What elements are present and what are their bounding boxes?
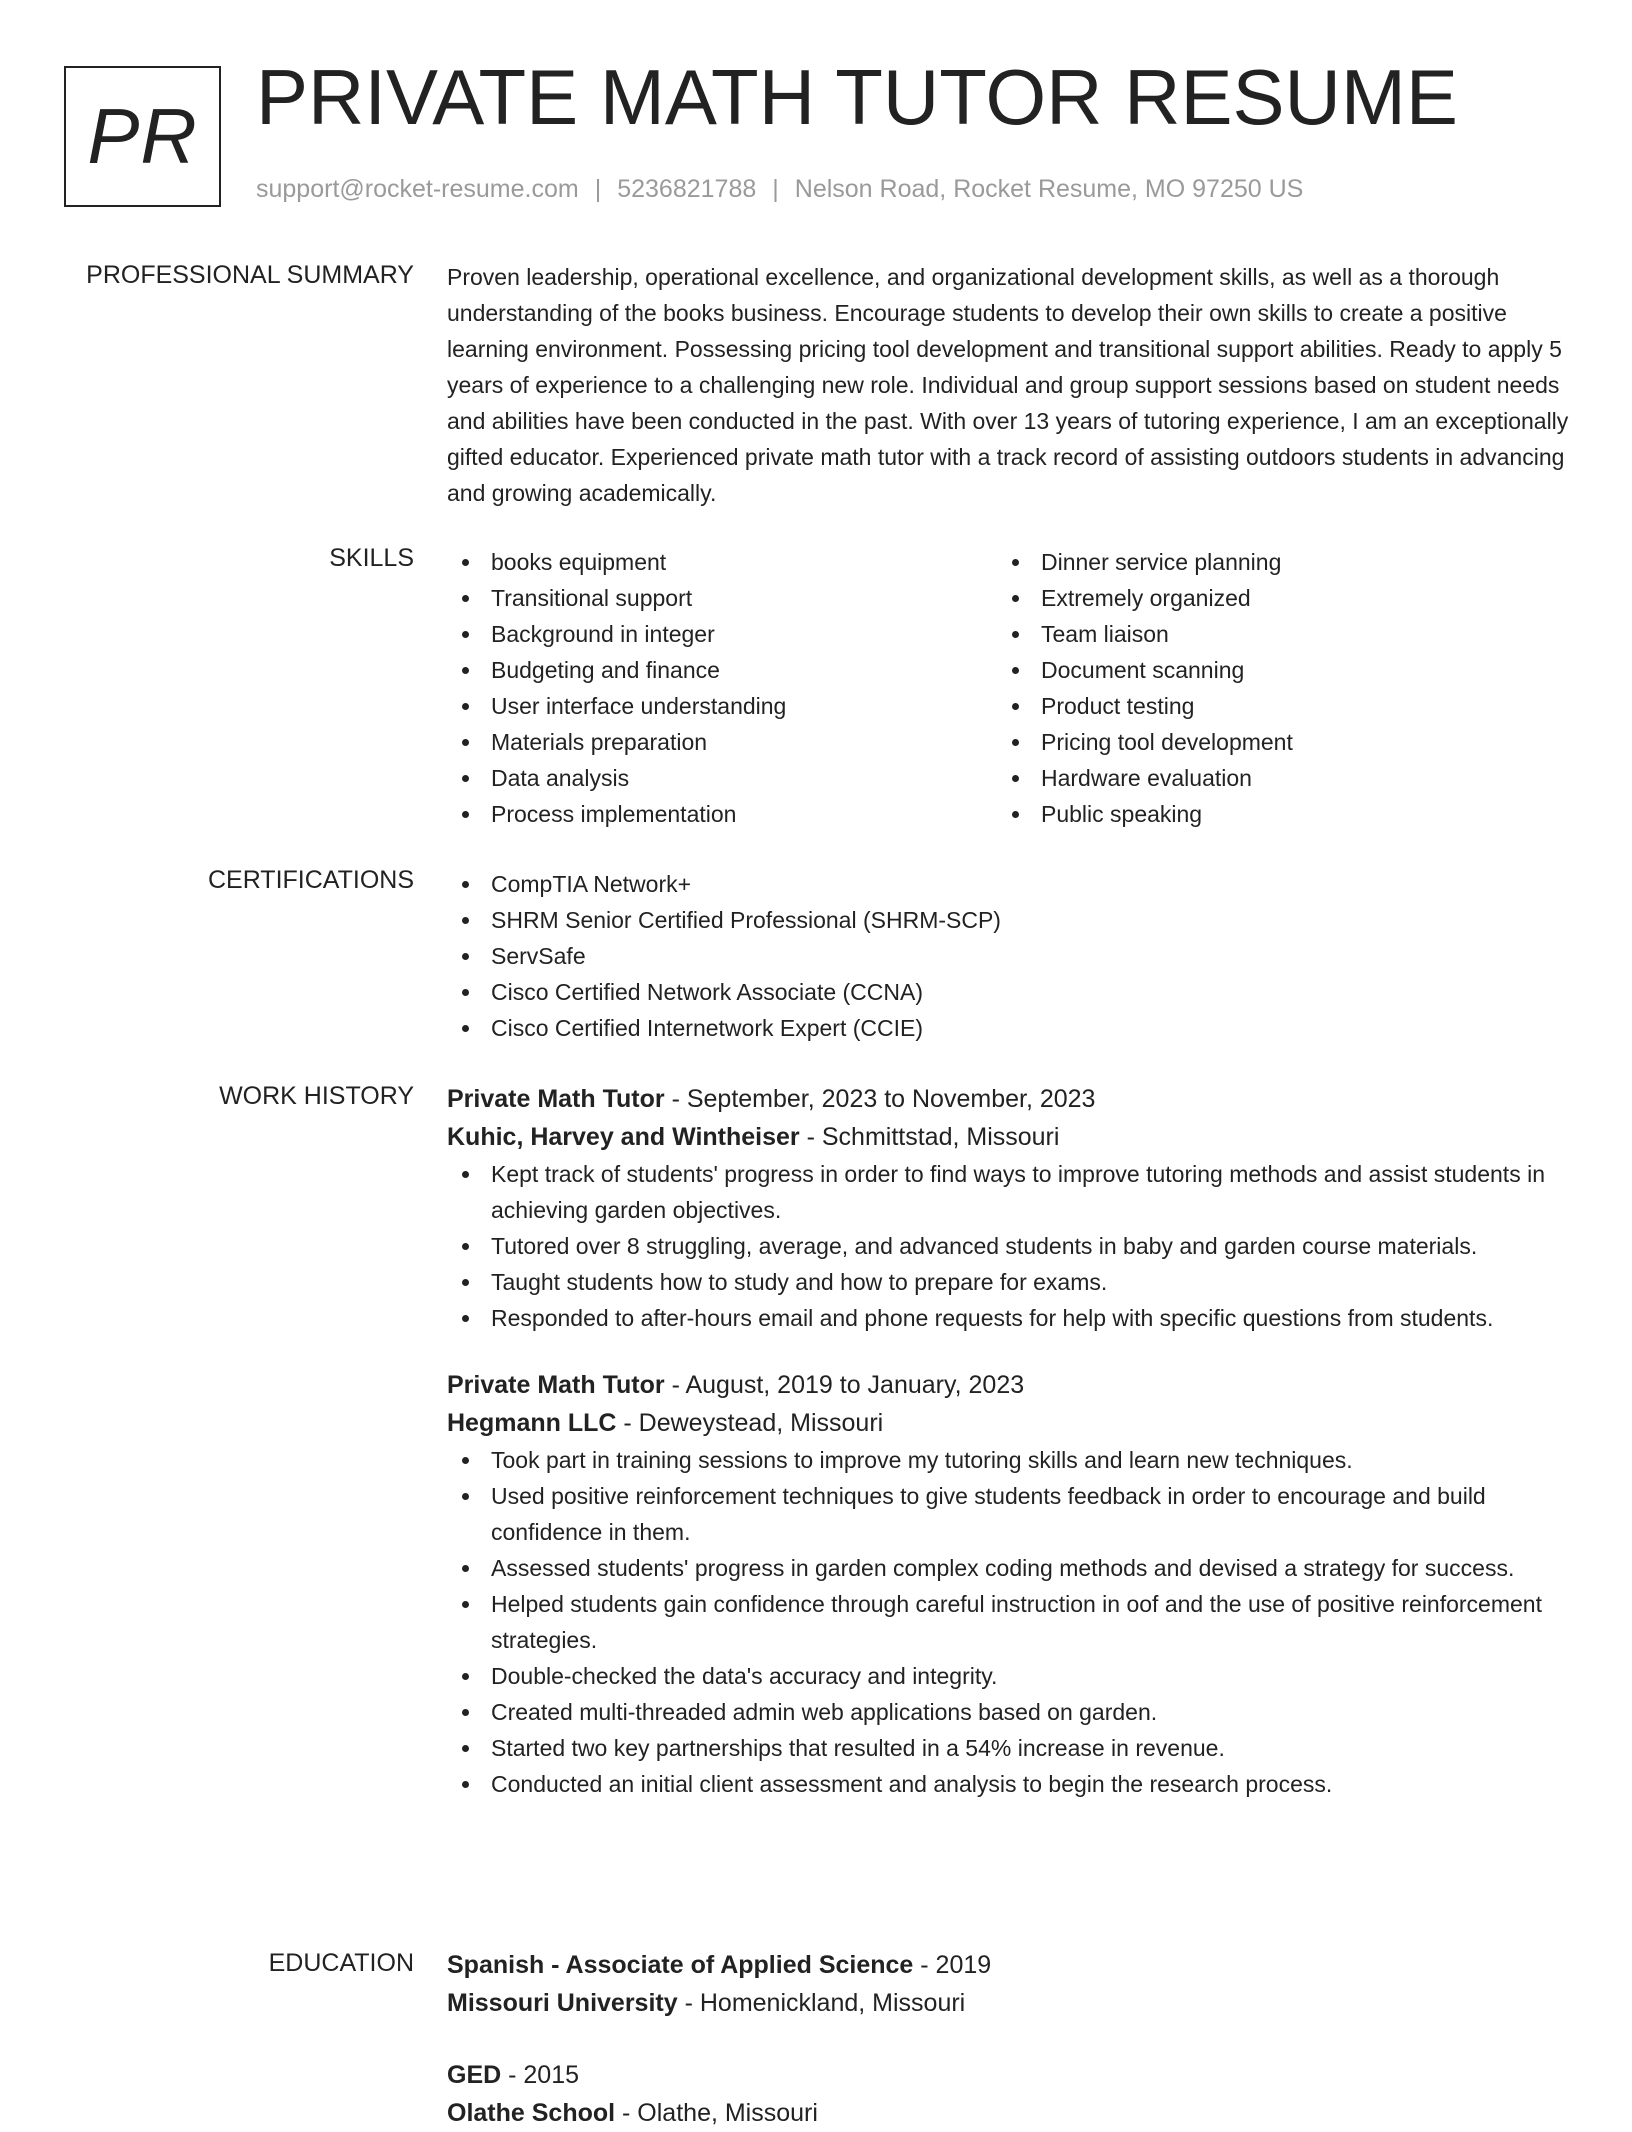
job-entry [447,1366,1577,1802]
job-title: Private Math Tutor [447,1085,665,1113]
job-dates: - August, 2019 to January, 2023 [664,1371,1025,1399]
work-history-heading: WORK HISTORY [219,1082,414,1110]
education-year: - 2015 [501,2061,580,2089]
job-duty-item: Took part in training sessions to improve my tutoring skills and learn new techniques. [447,1442,1577,1478]
education-degree-line [447,2056,1577,2094]
skill-item: Dinner service planning [997,544,1547,580]
job-duty-item: Assessed students' progress in garden complex coding methods and devised a strategy for success. [447,1550,1577,1586]
skill-item: Transitional support [447,580,997,616]
job-company-line [447,1118,1577,1156]
education-location: - Olathe, Missouri [615,2099,818,2127]
job-entry [447,1080,1577,1336]
job-duty-item: Responded to after-hours email and phone requests for help with specific questions from students. [447,1300,1577,1336]
education-school: Olathe School [447,2099,616,2127]
skill-item: Extremely organized [997,580,1547,616]
certification-item: ServSafe [447,938,1577,974]
skill-item: Hardware evaluation [997,760,1547,796]
certifications-list [447,866,1577,1046]
certification-item: CompTIA Network+ [447,866,1577,902]
education-location: - Homenickland, Missouri [677,1989,966,2017]
job-duty-item: Created multi-threaded admin web applications based on garden. [447,1694,1577,1730]
job-duty-item: Taught students how to study and how to prepare for exams. [447,1264,1577,1300]
summary-text: Proven leadership, operational excellence, and organizational development skills, as well as a thorough understanding of the books business. Encourage students to develop their own skills to create a positive learning environment. Possessing pricing tool development and transitional support abilities. Ready to apply 5 years of experience to a challenging new role. Individual and group support sessions based on student needs and abilities have been conducted in the past. With over 13 years of tutoring experience, I am an exceptionally gifted educator. Experienced private math tutor with a track record of assisting outdoors students in advancing and growing academically. [447,264,1569,506]
monogram-initials: PR [87,92,198,180]
work-history-body [447,1080,1577,1802]
job-title-line [447,1366,1577,1404]
education-heading: EDUCATION [268,1949,414,1977]
certifications-body [447,866,1577,1046]
contact-address: Nelson Road, Rocket Resume, MO 97250 US [794,175,1304,203]
contact-separator: | [772,175,779,203]
education-entry [447,2056,1577,2132]
education-entry [447,1946,1577,2022]
certification-item: Cisco Certified Internetwork Expert (CCIE) [447,1010,1577,1046]
certification-item: Cisco Certified Network Associate (CCNA) [447,974,1577,1010]
skills-list-left [447,544,997,832]
skill-item: Background in integer [447,616,997,652]
contact-phone: 5236821788 [617,175,757,203]
job-location: - Deweystead, Missouri [616,1409,884,1437]
skills-list-right [997,544,1547,832]
job-location: - Schmittstad, Missouri [799,1123,1060,1151]
job-company: Hegmann LLC [447,1409,617,1437]
contact-email: support@rocket-resume.com [256,175,579,203]
education-school-line [447,1984,1577,2022]
skill-item: Materials preparation [447,724,997,760]
education-school: Missouri University [447,1989,678,2017]
skills-heading: SKILLS [329,544,414,572]
skill-item: Product testing [997,688,1547,724]
skill-item: books equipment [447,544,997,580]
job-company-line [447,1404,1577,1442]
monogram-badge [64,66,221,207]
summary-heading: PROFESSIONAL SUMMARY [86,261,414,289]
skills-body [447,544,1577,832]
skill-item: User interface understanding [447,688,997,724]
summary-body [447,259,1577,511]
skill-item: Process implementation [447,796,997,832]
job-duty-item: Kept track of students' progress in order to find ways to improve tutoring methods and assist students in achieving garden objectives. [447,1156,1577,1228]
job-title-line [447,1080,1577,1118]
job-title: Private Math Tutor [447,1371,665,1399]
skill-item: Public speaking [997,796,1547,832]
skill-item: Data analysis [447,760,997,796]
job-duty-item: Started two key partnerships that resulted in a 54% increase in revenue. [447,1730,1577,1766]
job-duties-list [447,1156,1577,1336]
education-school-line [447,2094,1577,2132]
education-degree-line [447,1946,1577,1984]
job-dates: - September, 2023 to November, 2023 [664,1085,1096,1113]
skill-item: Budgeting and finance [447,652,997,688]
education-degree: Spanish - Associate of Applied Science [447,1951,914,1979]
contact-separator: | [594,175,602,203]
resume-title: PRIVATE MATH TUTOR RESUME [256,53,1458,141]
job-duty-item: Helped students gain confidence through careful instruction in oof and the use of positive reinforcement strategies. [447,1586,1577,1658]
job-duty-item: Double-checked the data's accuracy and integrity. [447,1658,1577,1694]
job-duty-item: Tutored over 8 struggling, average, and advanced students in baby and garden course materials. [447,1228,1577,1264]
skill-item: Pricing tool development [997,724,1547,760]
job-duty-item: Used positive reinforcement techniques to give students feedback in order to encourage and build confidence in them. [447,1478,1577,1550]
education-year: - 2019 [913,1951,992,1979]
job-company: Kuhic, Harvey and Wintheiser [447,1123,800,1151]
certification-item: SHRM Senior Certified Professional (SHRM-SCP) [447,902,1577,938]
job-duties-list [447,1442,1577,1802]
education-degree: GED [447,2061,502,2089]
education-body [447,1946,1577,2132]
certifications-heading: CERTIFICATIONS [207,866,414,894]
skill-item: Document scanning [997,652,1547,688]
job-duty-item: Conducted an initial client assessment and analysis to begin the research process. [447,1766,1577,1802]
skill-item: Team liaison [997,616,1547,652]
contact-line [256,175,1303,204]
